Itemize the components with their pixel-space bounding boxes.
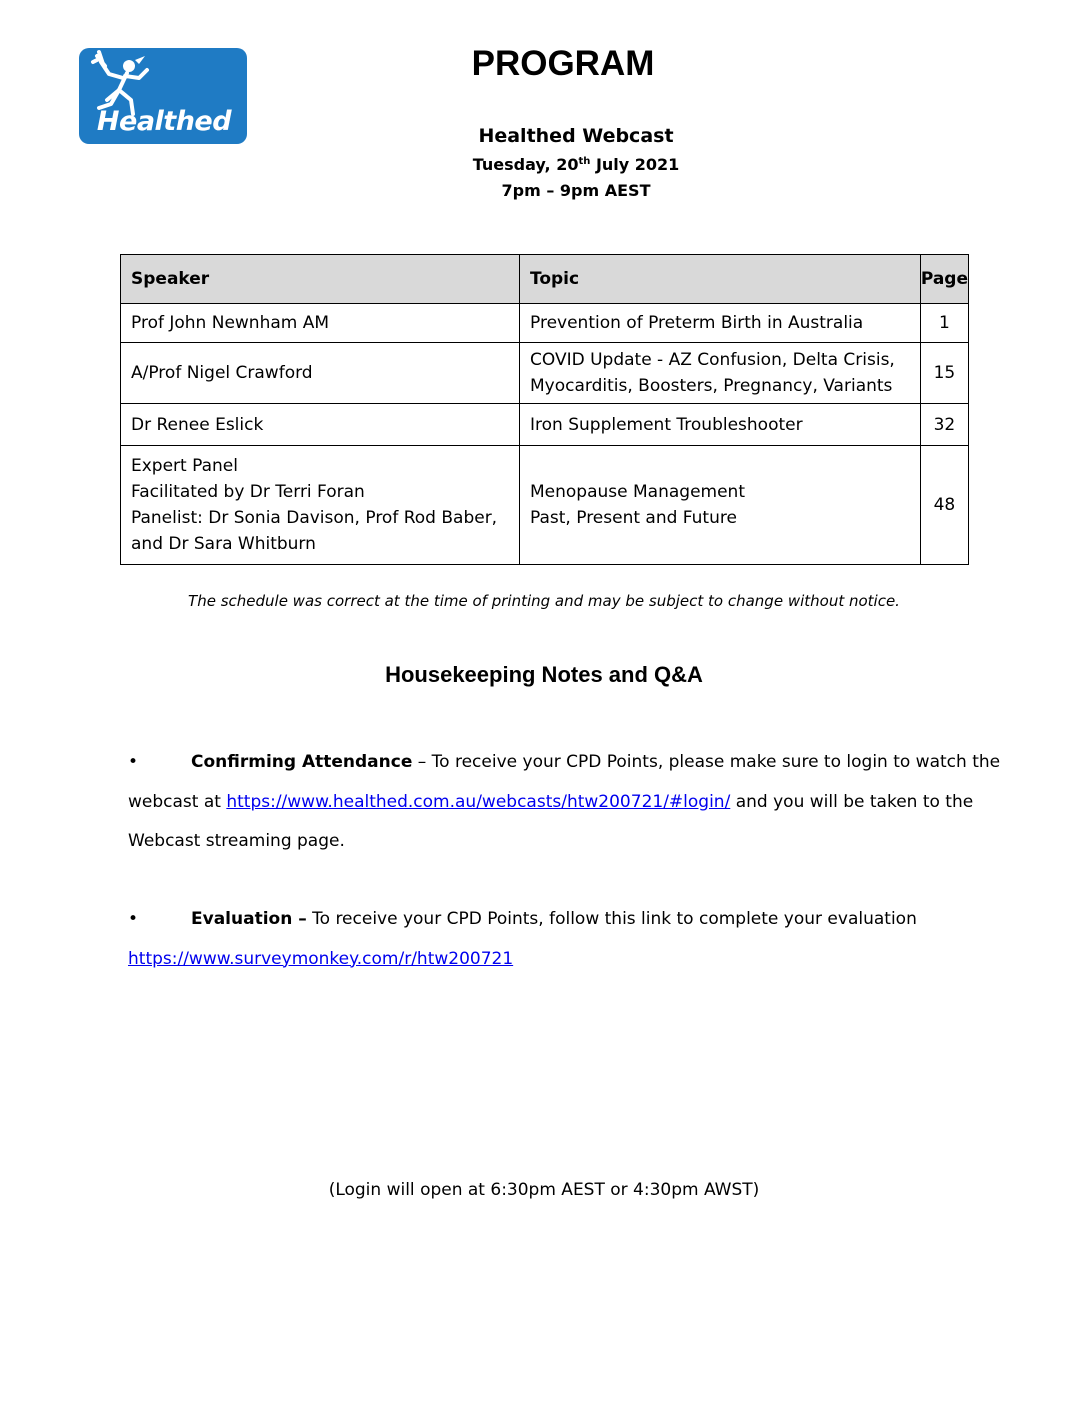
speaker-line: Expert Panel <box>131 456 238 476</box>
topic-line: Iron Supplement Troubleshooter <box>530 414 803 435</box>
table-row <box>121 343 969 404</box>
event-date-prefix: Tuesday, 20 <box>472 155 579 174</box>
bullet: • <box>128 752 139 772</box>
schedule-note: The schedule was correct at the time of printing and may be subject to change without notice. <box>188 592 900 610</box>
speaker-cell <box>121 446 520 565</box>
topic-cell <box>520 404 921 446</box>
topic-line: Prevention of Preterm Birth in Australia <box>530 313 864 333</box>
topic-cell <box>520 446 921 565</box>
header-page: Page <box>920 255 968 304</box>
housekeeping-item-evaluation <box>128 900 1018 979</box>
speaker-line: Dr Renee Eslick <box>131 414 264 435</box>
event-time: 7pm – 9pm AEST <box>501 181 651 200</box>
speaker-line: A/Prof Nigel Crawford <box>131 363 313 383</box>
speaker-line: Prof John Newnham AM <box>131 313 330 333</box>
topic-line: Myocarditis, Boosters, Pregnancy, Variants <box>530 376 893 396</box>
event-name: Healthed Webcast <box>478 125 674 147</box>
speaker-cell <box>121 343 520 404</box>
page-cell: 48 <box>920 446 968 565</box>
login-open-note: (Login will open at 6:30pm AEST or 4:30pm AWST) <box>328 1180 760 1200</box>
topic-cell <box>520 304 921 343</box>
webcast-login-link[interactable]: https://www.healthed.com.au/webcasts/htw200721/#login/ <box>226 791 731 812</box>
table-row <box>121 446 969 565</box>
item-text: – To receive your CPD Points, please make sure to login to watch the webcast at <box>128 752 1001 812</box>
page-title: PROGRAM <box>471 44 655 83</box>
topic-cell <box>520 343 921 404</box>
housekeeping-item-attendance <box>128 743 1018 862</box>
logo-text: Healthed <box>96 106 232 137</box>
page-cell: 15 <box>920 343 968 404</box>
topic-line: COVID Update - AZ Confusion, Delta Crisis, <box>530 350 895 370</box>
page-cell: 1 <box>920 304 968 343</box>
bullet: • <box>128 909 139 929</box>
speaker-line: Panelist: Dr Sonia Davison, Prof Rod Baber, <box>131 508 498 528</box>
speaker-cell <box>121 304 520 343</box>
program-table <box>120 254 969 565</box>
event-date-sup: th <box>578 156 591 167</box>
item-text: and you will be taken to the Webcast streaming page. <box>128 791 974 851</box>
item-heading: Confirming Attendance <box>191 752 413 772</box>
evaluation-survey-link[interactable]: https://www.surveymonkey.com/r/htw200721 <box>128 948 514 969</box>
item-heading: Evaluation – <box>191 909 307 929</box>
speaker-line: Facilitated by Dr Terri Foran <box>131 482 365 502</box>
header-topic: Topic <box>520 255 921 304</box>
table-row <box>121 304 969 343</box>
table-row <box>121 404 969 446</box>
page-cell: 32 <box>920 404 968 446</box>
topic-line: Menopause Management <box>530 482 745 502</box>
housekeeping-title: Housekeeping Notes and Q&A <box>385 662 703 687</box>
event-date <box>0 155 1088 174</box>
speaker-line: and Dr Sara Whitburn <box>131 534 316 554</box>
table-header-row <box>121 255 969 304</box>
event-date-suffix: July 2021 <box>590 155 680 174</box>
topic-line: Past, Present and Future <box>530 508 737 528</box>
header-speaker: Speaker <box>121 255 520 304</box>
speaker-cell <box>121 404 520 446</box>
item-text: To receive your CPD Points, follow this link to complete your evaluation <box>306 909 917 929</box>
